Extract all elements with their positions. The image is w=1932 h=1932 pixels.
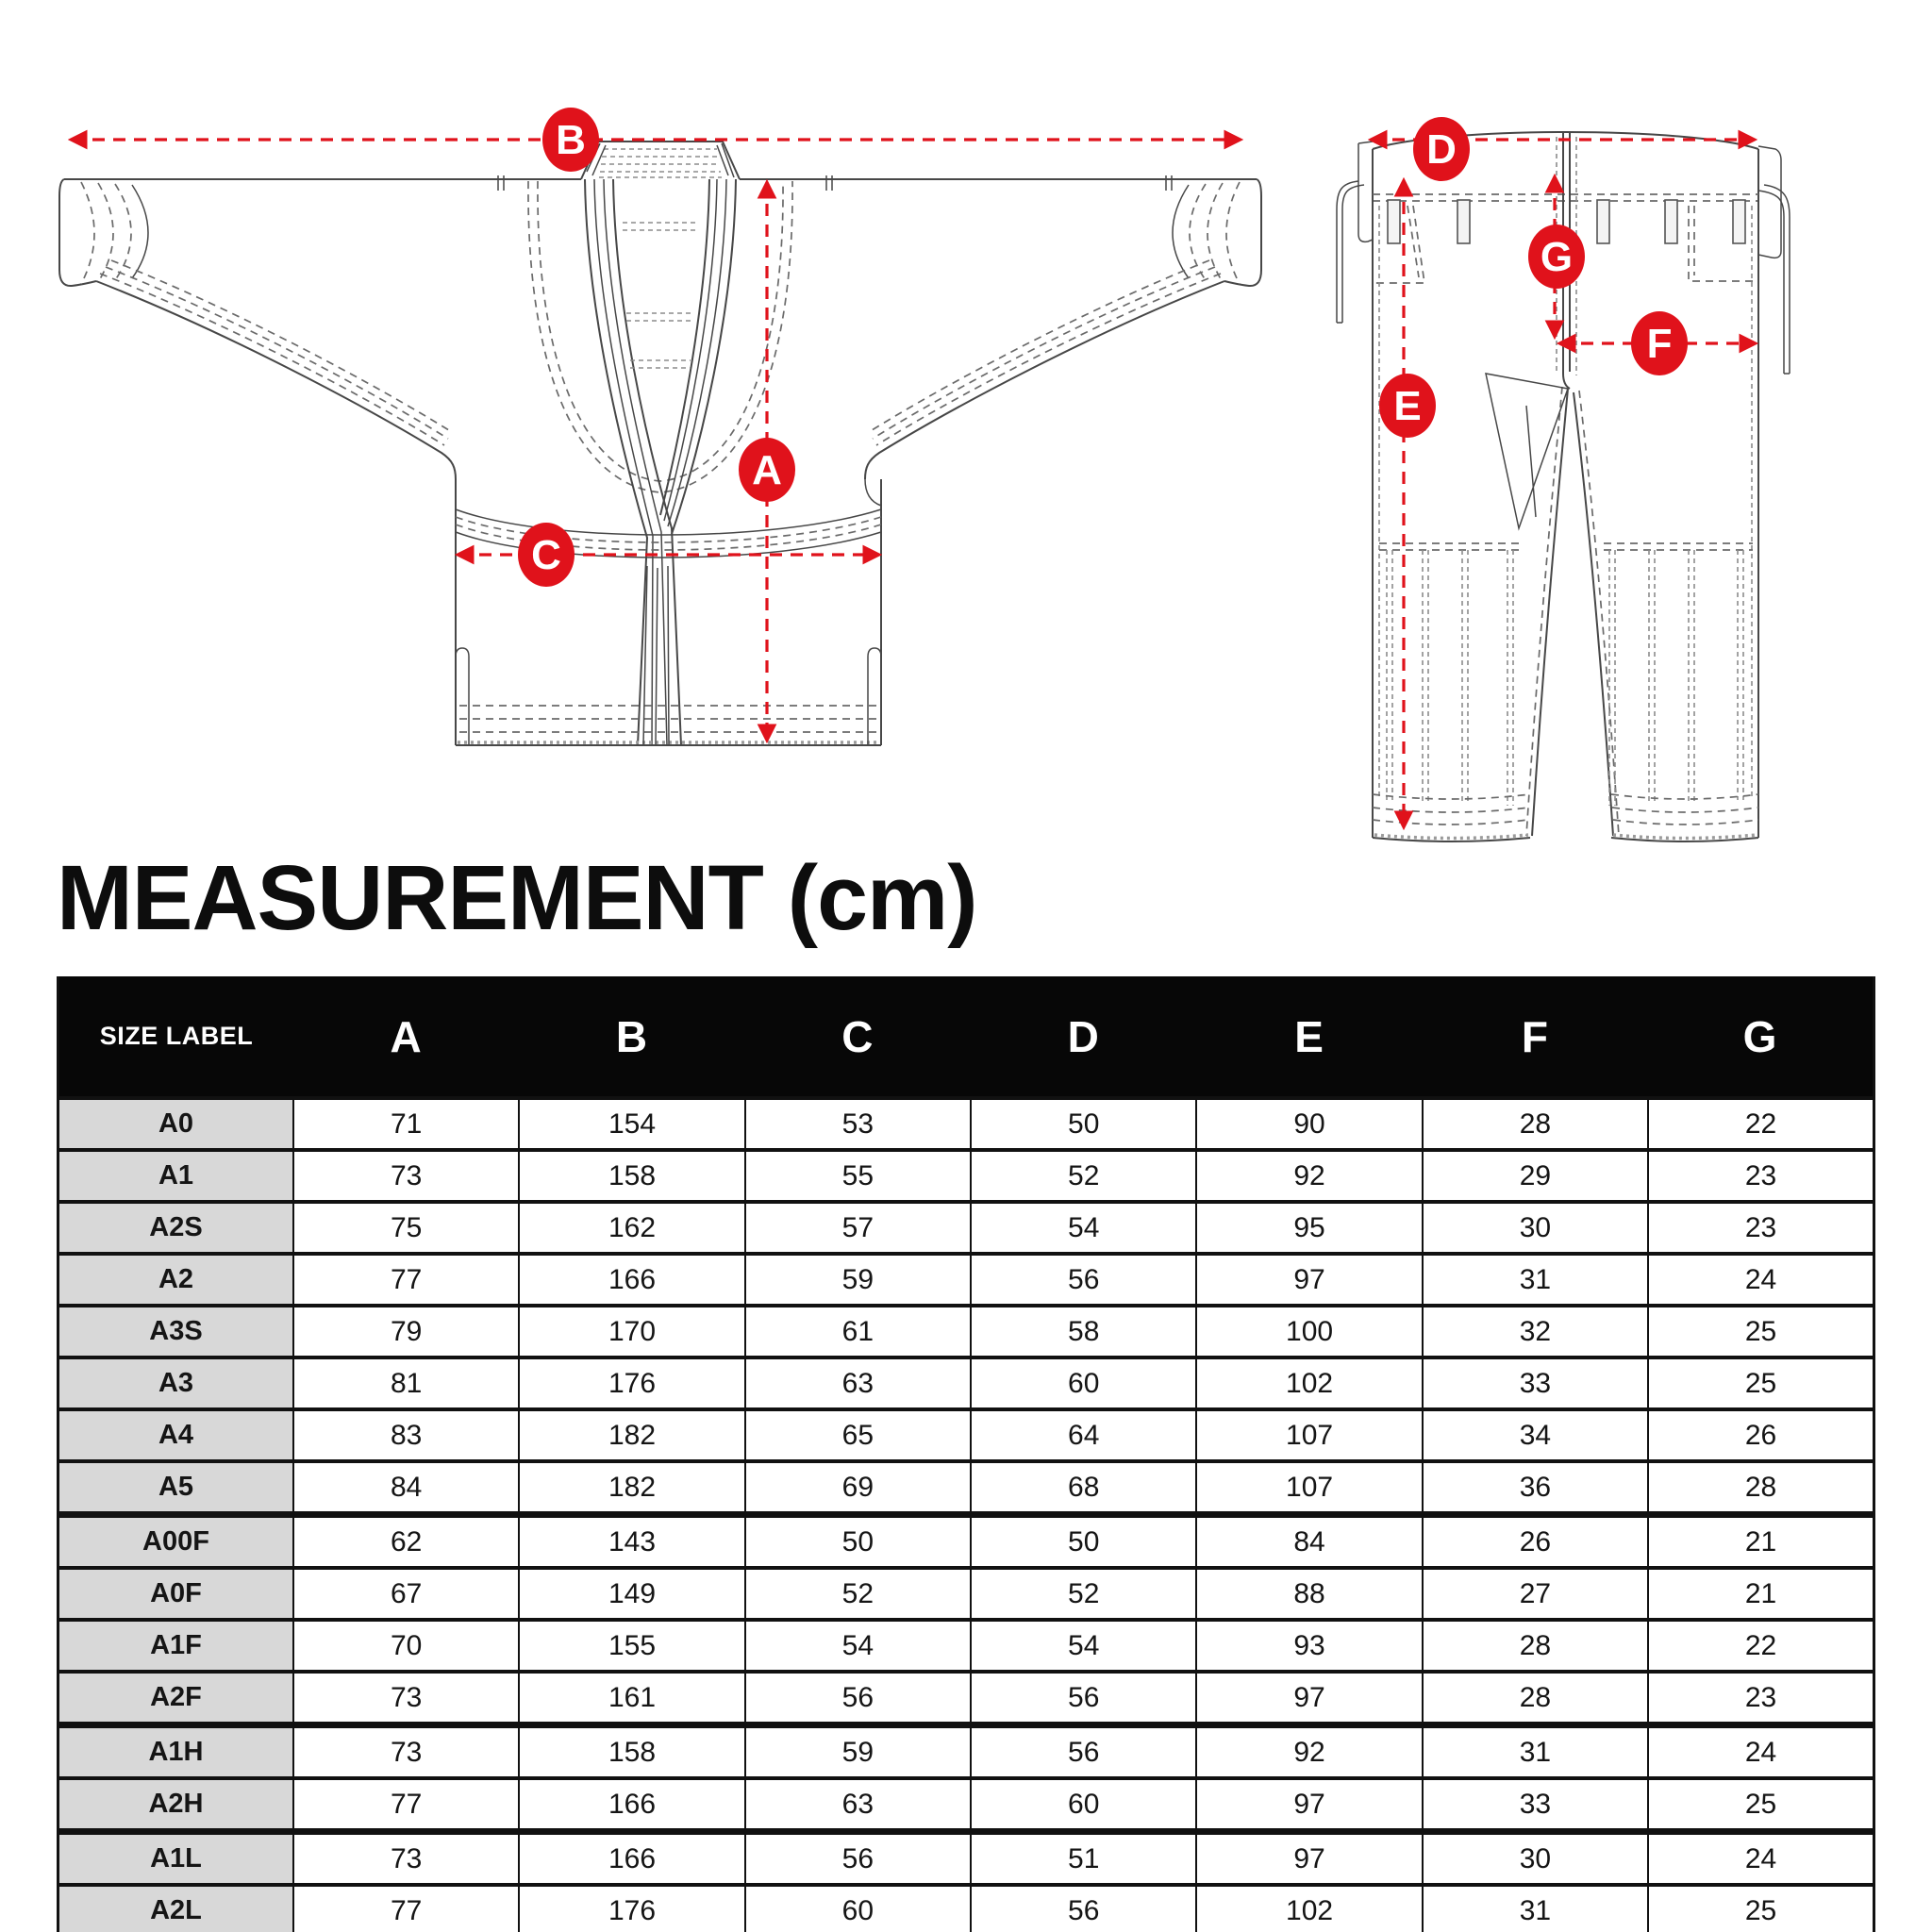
- measure-badge-B: [542, 108, 599, 172]
- badge-letter: F: [1646, 321, 1673, 367]
- value-cell: 25: [1648, 1778, 1874, 1832]
- value-cell: 75: [293, 1202, 519, 1254]
- value-cell: 24: [1648, 1254, 1874, 1306]
- column-header-e: E: [1196, 976, 1422, 1098]
- value-cell: 170: [519, 1306, 744, 1357]
- value-cell: 34: [1423, 1409, 1648, 1461]
- jacket-left-cuff: [59, 179, 96, 286]
- value-cell: 22: [1648, 1098, 1874, 1150]
- table-row-a5: [58, 1461, 1874, 1515]
- value-cell: 81: [293, 1357, 519, 1409]
- value-cell: 56: [745, 1672, 971, 1725]
- pants-inseam-left: [1532, 389, 1568, 836]
- value-cell: 31: [1423, 1725, 1648, 1779]
- value-cell: 88: [1196, 1568, 1422, 1620]
- value-cell: 36: [1423, 1461, 1648, 1515]
- value-cell: 60: [971, 1778, 1196, 1832]
- value-cell: 166: [519, 1778, 744, 1832]
- pants-gusset: [1486, 374, 1568, 528]
- column-header-a: A: [293, 976, 519, 1098]
- value-cell: 97: [1196, 1778, 1422, 1832]
- pants-drawstring-right: [1758, 185, 1790, 374]
- value-cell: 162: [519, 1202, 744, 1254]
- table-row-a0: [58, 1098, 1874, 1150]
- table-row-a1f: [58, 1620, 1874, 1672]
- table-row-a0f: [58, 1568, 1874, 1620]
- value-cell: 68: [971, 1461, 1196, 1515]
- table-row-a2f: [58, 1672, 1874, 1725]
- page-title: MEASUREMENT (cm): [57, 846, 977, 949]
- column-header-b: B: [519, 976, 744, 1098]
- jacket-right-side: [865, 281, 1224, 745]
- value-cell: 61: [745, 1306, 971, 1357]
- value-cell: 97: [1196, 1672, 1422, 1725]
- value-cell: 52: [745, 1568, 971, 1620]
- pants-outer-seams: [1373, 200, 1758, 838]
- value-cell: 182: [519, 1409, 744, 1461]
- value-cell: 31: [1423, 1885, 1648, 1932]
- value-cell: 26: [1648, 1409, 1874, 1461]
- value-cell: 67: [293, 1568, 519, 1620]
- table-row-a3: [58, 1357, 1874, 1409]
- value-cell: 54: [971, 1620, 1196, 1672]
- size-label-cell: A4: [58, 1409, 294, 1461]
- value-cell: 93: [1196, 1620, 1422, 1672]
- value-cell: 28: [1423, 1620, 1648, 1672]
- value-cell: 182: [519, 1461, 744, 1515]
- measure-badge-A: [739, 438, 795, 502]
- header-row: [58, 976, 1874, 1098]
- pants-drawstring-left: [1337, 181, 1364, 323]
- value-cell: 83: [293, 1409, 519, 1461]
- value-cell: 25: [1648, 1306, 1874, 1357]
- value-cell: 56: [745, 1832, 971, 1886]
- table-row-a2s: [58, 1202, 1874, 1254]
- size-label-cell: A3S: [58, 1306, 294, 1357]
- value-cell: 69: [745, 1461, 971, 1515]
- value-cell: 26: [1423, 1515, 1648, 1569]
- table-row-a2l: [58, 1885, 1874, 1932]
- value-cell: 50: [971, 1098, 1196, 1150]
- value-cell: 56: [971, 1672, 1196, 1725]
- value-cell: 97: [1196, 1254, 1422, 1306]
- value-cell: 60: [745, 1885, 971, 1932]
- value-cell: 77: [293, 1885, 519, 1932]
- value-cell: 84: [1196, 1515, 1422, 1569]
- column-header-size-label: SIZE LABEL: [58, 976, 294, 1098]
- size-label-cell: A2S: [58, 1202, 294, 1254]
- column-header-d: D: [971, 976, 1196, 1098]
- value-cell: 176: [519, 1885, 744, 1932]
- size-label-cell: A2L: [58, 1885, 294, 1932]
- size-label-cell: A1L: [58, 1832, 294, 1886]
- value-cell: 21: [1648, 1515, 1874, 1569]
- measure-badge-C: [518, 523, 575, 587]
- value-cell: 90: [1196, 1098, 1422, 1150]
- value-cell: 73: [293, 1150, 519, 1202]
- value-cell: 50: [971, 1515, 1196, 1569]
- value-cell: 29: [1423, 1150, 1648, 1202]
- value-cell: 25: [1648, 1357, 1874, 1409]
- value-cell: 161: [519, 1672, 744, 1725]
- value-cell: 60: [971, 1357, 1196, 1409]
- value-cell: 102: [1196, 1885, 1422, 1932]
- value-cell: 97: [1196, 1832, 1422, 1886]
- value-cell: 95: [1196, 1202, 1422, 1254]
- value-cell: 24: [1648, 1725, 1874, 1779]
- table-row-a1: [58, 1150, 1874, 1202]
- pants-diagram: [1321, 94, 1811, 858]
- value-cell: 176: [519, 1357, 744, 1409]
- column-header-c: C: [745, 976, 971, 1098]
- column-header-g: G: [1648, 976, 1874, 1098]
- value-cell: 92: [1196, 1150, 1422, 1202]
- value-cell: 102: [1196, 1357, 1422, 1409]
- size-label-cell: A1: [58, 1150, 294, 1202]
- value-cell: 53: [745, 1098, 971, 1150]
- value-cell: 28: [1648, 1461, 1874, 1515]
- value-cell: 166: [519, 1832, 744, 1886]
- value-cell: 31: [1423, 1254, 1648, 1306]
- size-label-cell: A2: [58, 1254, 294, 1306]
- size-label-cell: A3: [58, 1357, 294, 1409]
- table-row-a1h: [58, 1725, 1874, 1779]
- jacket-lapel-left-outer: [585, 179, 647, 745]
- measure-badge-E: [1379, 374, 1436, 438]
- badge-letter: C: [531, 532, 561, 578]
- size-label-cell: A2F: [58, 1672, 294, 1725]
- value-cell: 27: [1423, 1568, 1648, 1620]
- value-cell: 107: [1196, 1461, 1422, 1515]
- value-cell: 57: [745, 1202, 971, 1254]
- pants-inseam-right: [1574, 392, 1613, 836]
- size-label-cell: A5: [58, 1461, 294, 1515]
- badge-letter: D: [1426, 126, 1457, 173]
- size-label-cell: A1F: [58, 1620, 294, 1672]
- value-cell: 63: [745, 1778, 971, 1832]
- value-cell: 56: [971, 1885, 1196, 1932]
- value-cell: 73: [293, 1832, 519, 1886]
- value-cell: 63: [745, 1357, 971, 1409]
- table-row-a2: [58, 1254, 1874, 1306]
- table-row-a2h: [58, 1778, 1874, 1832]
- badge-letter: E: [1393, 383, 1422, 429]
- measure-badge-F: [1631, 311, 1688, 375]
- value-cell: 77: [293, 1254, 519, 1306]
- value-cell: 100: [1196, 1306, 1422, 1357]
- value-cell: 54: [745, 1620, 971, 1672]
- badge-letter: A: [752, 447, 782, 493]
- jacket-left-side: [96, 281, 456, 745]
- value-cell: 92: [1196, 1725, 1422, 1779]
- value-cell: 25: [1648, 1885, 1874, 1932]
- value-cell: 21: [1648, 1568, 1874, 1620]
- value-cell: 52: [971, 1568, 1196, 1620]
- value-cell: 23: [1648, 1672, 1874, 1725]
- value-cell: 158: [519, 1150, 744, 1202]
- table-row-a00f: [58, 1515, 1874, 1569]
- value-cell: 59: [745, 1254, 971, 1306]
- value-cell: 32: [1423, 1306, 1648, 1357]
- value-cell: 28: [1423, 1098, 1648, 1150]
- value-cell: 56: [971, 1725, 1196, 1779]
- table-row-a1l: [58, 1832, 1874, 1886]
- value-cell: 155: [519, 1620, 744, 1672]
- size-label-cell: A0F: [58, 1568, 294, 1620]
- table-row-a4: [58, 1409, 1874, 1461]
- jacket-right-cuff: [1224, 179, 1261, 286]
- value-cell: 23: [1648, 1150, 1874, 1202]
- value-cell: 65: [745, 1409, 971, 1461]
- value-cell: 79: [293, 1306, 519, 1357]
- column-header-f: F: [1423, 976, 1648, 1098]
- value-cell: 73: [293, 1672, 519, 1725]
- measurement-table-wrapper: [57, 976, 1875, 1932]
- value-cell: 143: [519, 1515, 744, 1569]
- badge-letter: B: [556, 117, 586, 163]
- value-cell: 54: [971, 1202, 1196, 1254]
- value-cell: 58: [971, 1306, 1196, 1357]
- value-cell: 59: [745, 1725, 971, 1779]
- value-cell: 149: [519, 1568, 744, 1620]
- value-cell: 56: [971, 1254, 1196, 1306]
- value-cell: 73: [293, 1725, 519, 1779]
- value-cell: 62: [293, 1515, 519, 1569]
- value-cell: 28: [1423, 1672, 1648, 1725]
- value-cell: 24: [1648, 1832, 1874, 1886]
- table-header: [58, 976, 1874, 1098]
- value-cell: 22: [1648, 1620, 1874, 1672]
- value-cell: 70: [293, 1620, 519, 1672]
- table-body: [58, 1098, 1874, 1932]
- value-cell: 55: [745, 1150, 971, 1202]
- measure-badge-D: [1413, 117, 1470, 181]
- value-cell: 33: [1423, 1357, 1648, 1409]
- value-cell: 23: [1648, 1202, 1874, 1254]
- value-cell: 77: [293, 1778, 519, 1832]
- table-row-a3s: [58, 1306, 1874, 1357]
- value-cell: 158: [519, 1725, 744, 1779]
- value-cell: 154: [519, 1098, 744, 1150]
- value-cell: 30: [1423, 1202, 1648, 1254]
- measurement-table: [57, 976, 1875, 1932]
- size-label-cell: A00F: [58, 1515, 294, 1569]
- value-cell: 107: [1196, 1409, 1422, 1461]
- measure-badge-G: [1528, 225, 1585, 289]
- size-label-cell: A1H: [58, 1725, 294, 1779]
- value-cell: 166: [519, 1254, 744, 1306]
- value-cell: 84: [293, 1461, 519, 1515]
- size-label-cell: A0: [58, 1098, 294, 1150]
- value-cell: 33: [1423, 1778, 1648, 1832]
- jacket-lapel-left-inner: [613, 179, 681, 745]
- value-cell: 71: [293, 1098, 519, 1150]
- jacket-diagram: [57, 85, 1264, 764]
- value-cell: 52: [971, 1150, 1196, 1202]
- value-cell: 51: [971, 1832, 1196, 1886]
- value-cell: 64: [971, 1409, 1196, 1461]
- badge-letter: G: [1540, 234, 1574, 280]
- value-cell: 30: [1423, 1832, 1648, 1886]
- value-cell: 50: [745, 1515, 971, 1569]
- size-label-cell: A2H: [58, 1778, 294, 1832]
